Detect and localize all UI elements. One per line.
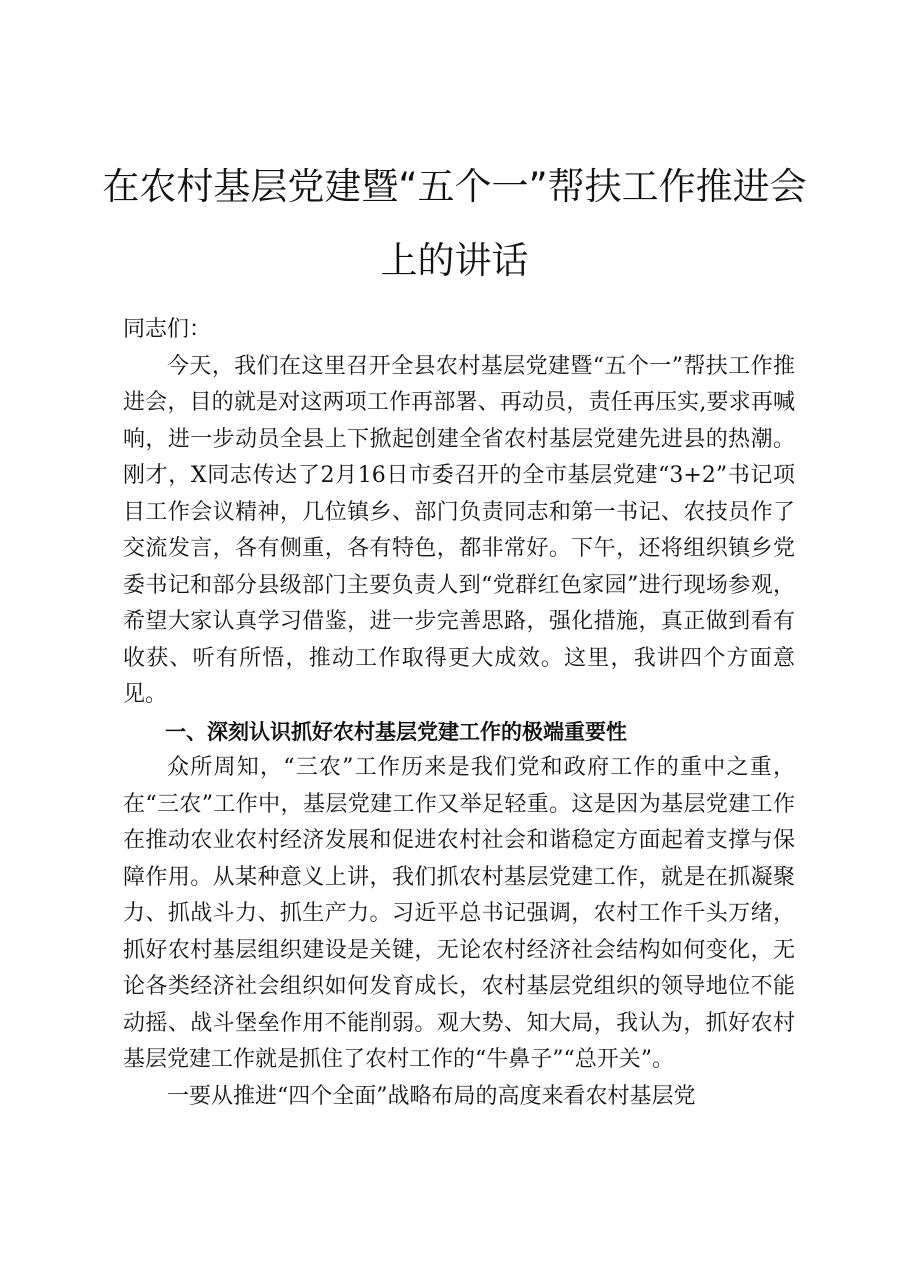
section-paragraph: 一要从推进“四个全面”战略布局的高度来看农村基层党 <box>167 1083 696 1109</box>
title-line-1: 在农村基层党建暨“五个一”帮扶工作推进会 <box>102 165 807 208</box>
title-line-2: 上的讲话 <box>380 239 529 282</box>
document-body <box>123 312 795 1115</box>
intro-paragraph: 今天，我们在这里召开全县农村基层党建暨“五个一”帮扶工作推进会，目的就是对这两项工作再部署、再动员，责任再压实,要求再喊响，进一步动员全县上下掀起创建全省农村基层党建先进县的热潮。刚才，X同志传达了2月16日市委召开的全市基层党建“3+2”书记项目工作会议精神，几位镇乡、部门负责同志和第一书记、农技员作了交流发言，各有侧重，各有特色，都非常好。下午，还将组织镇乡党委书记和部分县级部门主要负责人到“党群红色家园”进行现场参观，希望大家认真学习借鉴，进一步完善思路，强化措施，真正做到看有收获、听有所悟，推动工作取得更大成效。这里，我讲四个方面意见。 <box>123 353 795 707</box>
section-paragraph: 众所周知，“三农”工作历来是我们党和政府工作的重中之重，在“三农”工作中，基层党建工作又举足轻重。这是因为基层党建工作在推动农业农村经济发展和促进农村社会和谐稳定方面起着支撑与保障作用。从某种意义上讲，我们抓农村基层党建工作，就是在抓凝聚力、抓战斗力、抓生产力。习近平总书记强调，农村工作千头万绪，抓好农村基层组织建设是关键，无论农村经济社会结构如何变化，无论各类经济社会组织如何发育成长，农村基层党组织的领导地位不能动摇、战斗堡垒作用不能削弱。观大势、知大局，我认为，抓好农村基层党建工作就是抓住了农村工作的“牛鼻子”“总开关”。 <box>123 755 795 1072</box>
section-heading: 一、深刻认识抓好农村基层党建工作的极端重要性 <box>165 719 627 744</box>
document-title <box>100 150 809 298</box>
salutation: 同志们： <box>123 317 212 342</box>
